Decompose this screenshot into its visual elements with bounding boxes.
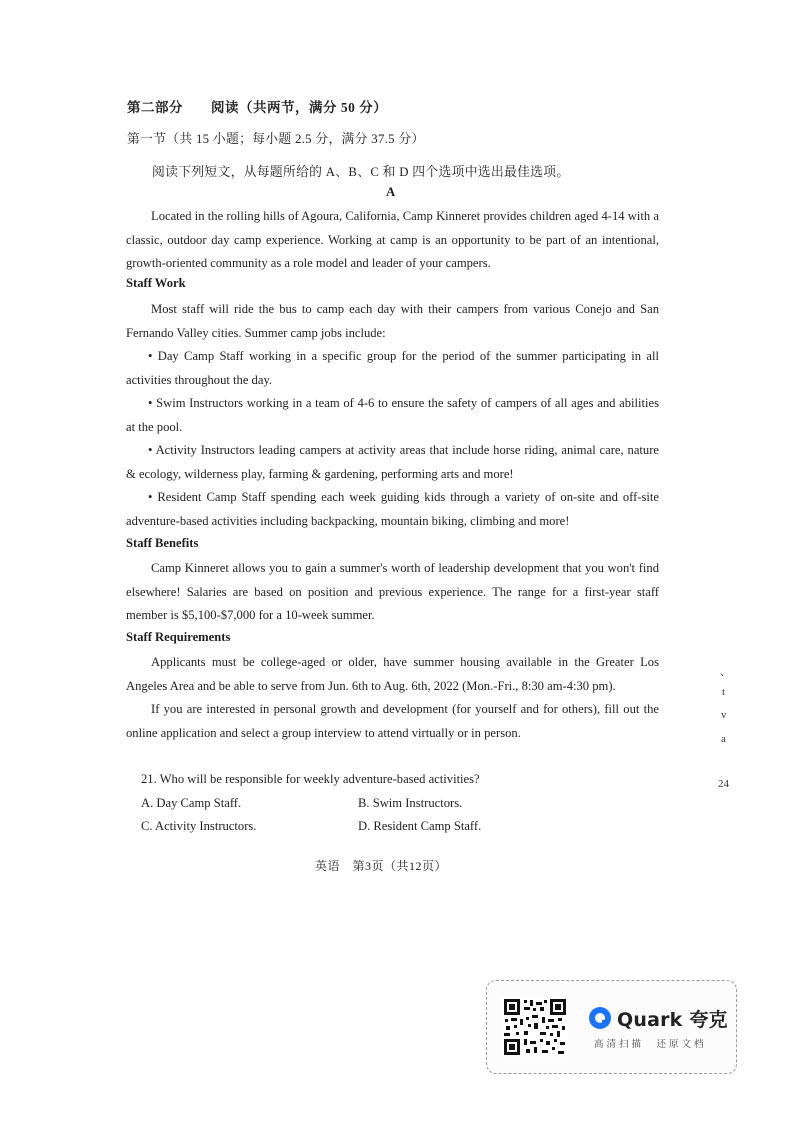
passage-label: A	[386, 185, 396, 199]
question-stem: 21. Who will be responsible for weekly adventure-based activities?	[141, 772, 480, 786]
job-item-resident: • Resident Camp Staff spending each week guiding kids through a variety of on-site and off-site adventure-based activities including backpacking, mountain biking, climbing and more!	[126, 490, 659, 528]
edge-fragment: 、	[720, 666, 731, 678]
staff-requirements-text: Applicants must be college-aged or older, have summer housing available in the Greater Los Angeles Area and be able to serve from Jun. 6th to Aug. 6th, 2022 (Mon.-Fri., 8:30 am-4:30 pm).	[126, 655, 659, 693]
section-header: 第一节（共 15 小题；每小题 2.5 分，满分 37.5 分）	[127, 132, 425, 146]
staff-work-heading: Staff Work	[126, 276, 186, 290]
staff-requirements-heading: Staff Requirements	[126, 630, 231, 644]
staff-benefits-heading: Staff Benefits	[126, 536, 199, 550]
quark-brand: Quark 夸克	[617, 1009, 728, 1031]
application-text: If you are interested in personal growth and development (for yourself and for others), fill out the online application and select a group interview to attend virtually or in person.	[126, 702, 659, 740]
edge-fragment: a	[721, 733, 726, 745]
quark-logo-icon	[588, 1006, 612, 1030]
option-b: B. Swim Instructors.	[358, 796, 463, 810]
quark-tagline: 高清扫描 还原文档	[594, 1039, 707, 1050]
page-footer: 英语 第3页（共12页）	[315, 859, 448, 873]
job-item-day-camp: • Day Camp Staff working in a specific group for the period of the summer participating in all activities throughout the day.	[126, 349, 659, 387]
option-a: A. Day Camp Staff.	[141, 796, 242, 810]
option-d: D. Resident Camp Staff.	[358, 819, 482, 833]
option-c: C. Activity Instructors.	[141, 819, 257, 833]
job-item-activity: • Activity Instructors leading campers at activity areas that include horse riding, animal care, nature & ecology, wilderness play, farming & gardening, performing arts and more!	[126, 443, 659, 481]
part-header: 第二部分 阅读（共两节，满分 50 分）	[127, 100, 388, 115]
staff-work-intro: Most staff will ride the bus to camp each day with their campers from various Conejo and San Fernando Valley cities. Summer camp jobs include:	[126, 302, 659, 340]
passage-intro: Located in the rolling hills of Agoura, California, Camp Kinneret provides children aged 4-14 with a classic, outdoor day camp experience. Working at camp is an opportunity to be part of an intentional, growth-oriented community as a role model and leader of your campers.	[126, 209, 659, 270]
job-item-swim: • Swim Instructors working in a team of 4-6 to ensure the safety of campers of all ages and abilities at the pool.	[126, 396, 659, 434]
edge-fragment: 24	[718, 778, 729, 790]
qr-code-icon	[502, 997, 568, 1057]
staff-benefits-text: Camp Kinneret allows you to gain a summer's worth of leadership development that you won't find elsewhere! Salaries are based on position and previous experience. The range for a first-year staff member is $5,100-$7,000 for a 10-week summer.	[126, 561, 659, 622]
edge-fragment: v	[721, 709, 727, 721]
instruction-text: 阅读下列短文，从每题所给的 A、B、C 和 D 四个选项中选出最佳选项。	[152, 165, 570, 179]
edge-fragment: t	[722, 686, 726, 698]
